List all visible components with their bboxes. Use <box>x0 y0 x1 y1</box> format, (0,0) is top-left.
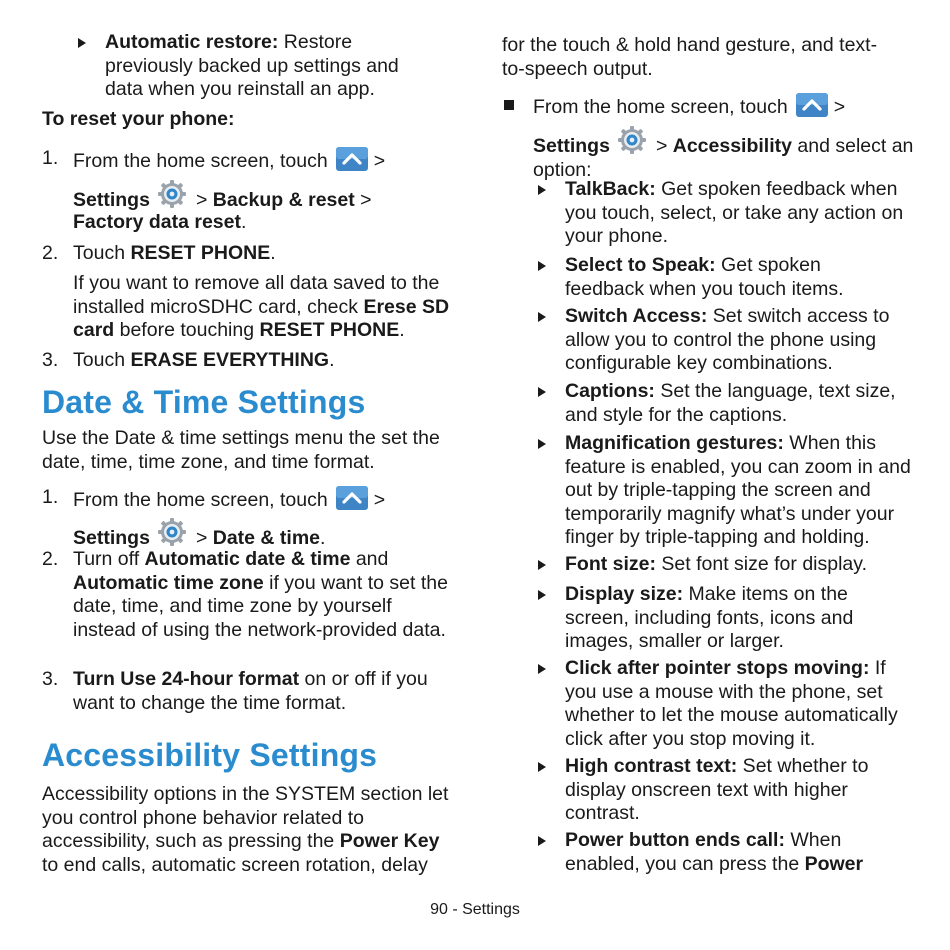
page-footer: 90 - Settings <box>430 901 520 918</box>
option-captions: Captions: Set the language, text size, and style for the captions. <box>565 380 896 426</box>
bullet-description: Restore previously backed up settings and data when you reinstall an app. <box>105 31 399 100</box>
step-number: 1. <box>42 486 59 508</box>
bullet-arrow-icon <box>538 439 546 449</box>
bullet-arrow-icon <box>538 762 546 772</box>
settings-icon <box>618 126 646 154</box>
date-time-intro: Use the Date & time settings menu the set the date, time, time zone, and time format. <box>42 427 440 473</box>
date-step-1: From the home screen, touch > <box>73 486 463 513</box>
settings-icon <box>158 180 186 208</box>
option-high-contrast: High contrast text: Set whether to display onscreen text with higher contrast. <box>565 755 869 824</box>
bullet-arrow-icon <box>538 312 546 322</box>
bullet-arrow-icon <box>538 560 546 570</box>
reset-phone-heading: To reset your phone: <box>42 108 235 130</box>
accessibility-step: From the home screen, touch > <box>533 93 923 120</box>
option-display-size: Display size: Make items on the screen, including fonts, icons and images, smaller or larger. <box>565 583 854 652</box>
square-bullet-icon <box>504 100 514 110</box>
reset-step-2-detail: If you want to remove all data saved to the installed microSDHC card, check Erese SD card before touching RESET PHONE. <box>73 272 450 341</box>
step-number: 2. <box>42 242 59 264</box>
settings-icon <box>158 518 186 546</box>
option-talkback: TalkBack: Get spoken feedback when you touch, select, or take any action on your phone. <box>565 178 904 247</box>
accessibility-intro: Accessibility options in the SYSTEM section let you control phone behavior related to accessibility, such as pressing the Power Key to end calls, automatic screen rotation, delay <box>42 783 449 876</box>
option-switch-access: Switch Access: Set switch access to allow you to control the phone using configurable key combinations. <box>565 305 890 374</box>
option-font-size: Font size: Set font size for display. <box>565 553 867 575</box>
date-time-heading: Date & Time Settings <box>42 384 366 420</box>
option-magnification: Magnification gestures: When this feature is enabled, you can zoom in and out by triple-tapping the screen and temporarily magnify what’s under your finger by triple-tapping and holding. <box>565 432 911 548</box>
option-click-after-pointer: Click after pointer stops moving: If you use a mouse with the phone, set whether to let the mouse automatically click after you stop moving it. <box>565 657 898 750</box>
step-number: 1. <box>42 147 59 169</box>
bullet-arrow-icon <box>538 590 546 600</box>
step-number: 3. <box>42 349 59 371</box>
accessibility-heading: Accessibility Settings <box>42 737 378 773</box>
date-step-1-path: Settings > Date & time. <box>73 518 325 551</box>
reset-step-3: Touch ERASE EVERYTHING. <box>73 349 335 371</box>
step-number: 2. <box>42 548 59 570</box>
option-power-button: Power button ends call: When enabled, you can press the Power <box>565 829 864 875</box>
reset-step-1: From the home screen, touch > <box>73 147 463 174</box>
reset-step-1-target: Factory data reset. <box>73 211 247 233</box>
bullet-arrow-icon <box>538 261 546 271</box>
option-select-to-speak: Select to Speak: Get spoken feedback when you touch items. <box>565 254 844 300</box>
automatic-restore-bullet <box>105 31 435 102</box>
date-step-2: Turn off Automatic date & time and Automatic time zone if you want to set the date, time, and time zone by yourself instead of using the network-provided data. <box>73 548 448 641</box>
continued-text: for the touch & hold hand gesture, and text-to-speech output. <box>502 34 878 80</box>
bullet-term: Automatic restore: <box>105 31 279 53</box>
apps-icon <box>336 147 368 171</box>
bullet-arrow-icon <box>78 38 86 48</box>
date-step-3: Turn Use 24-hour format on or off if you want to change the time format. <box>73 668 428 714</box>
bullet-arrow-icon <box>538 185 546 195</box>
bullet-arrow-icon <box>538 387 546 397</box>
accessibility-step-path: Settings > Accessibility and select an option: <box>533 126 923 182</box>
reset-step-2: Touch RESET PHONE. <box>73 242 276 264</box>
apps-icon <box>336 486 368 510</box>
bullet-arrow-icon <box>538 836 546 846</box>
bullet-arrow-icon <box>538 664 546 674</box>
reset-step-1-path: Settings > Backup & reset > <box>73 180 463 213</box>
apps-icon <box>796 93 828 117</box>
step-number: 3. <box>42 668 59 690</box>
